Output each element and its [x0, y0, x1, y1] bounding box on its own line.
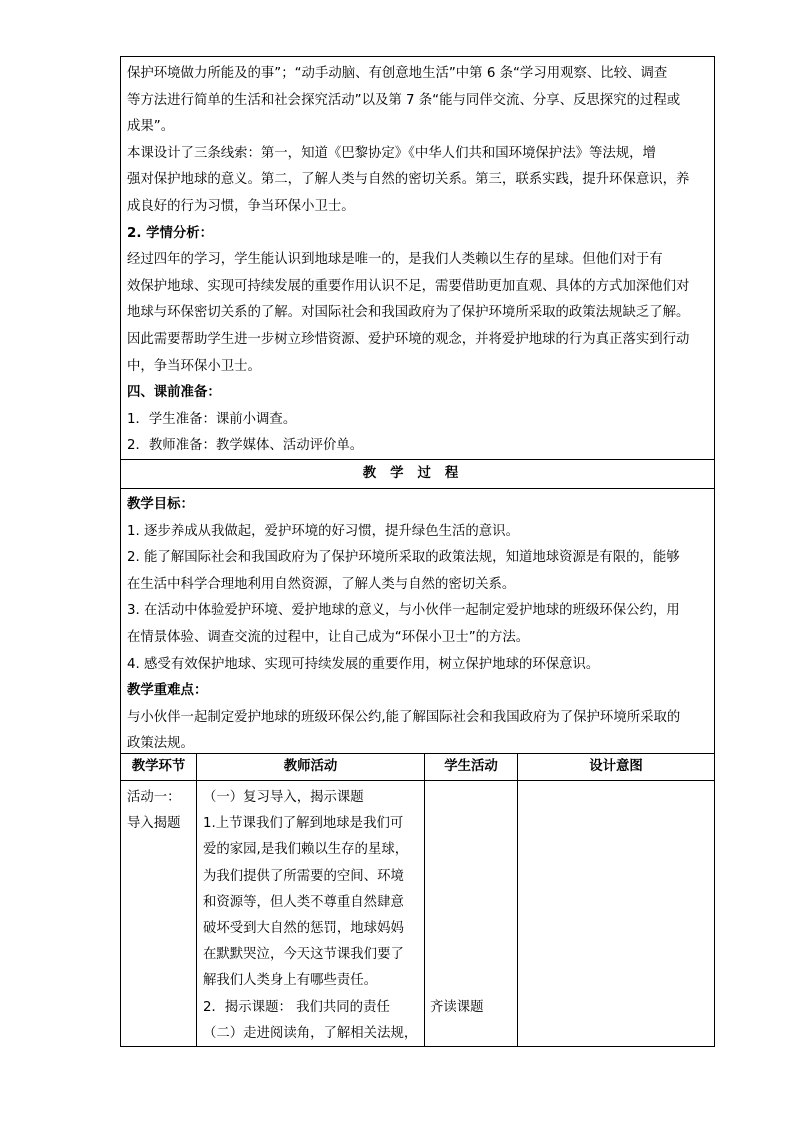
goal-line: 在情景体验、调查交流的过程中，让自己成为“环保小卫士”的方法。 — [127, 630, 530, 645]
header-student-activity: 学生活动 — [444, 759, 498, 774]
goal-line: 1. 逐步养成从我做起，爱护环境的好习惯，提升绿色生活的意识。 — [127, 523, 519, 539]
goal-line: 2. 能了解国际社会和我国政府为了保护环境所采取的政策法规，知道地球资源是有限的，能够 — [127, 550, 680, 566]
process-title: 教学过程 — [362, 466, 473, 481]
analysis-line: 效保护地球、实现可持续发展的重要作用认识不足，需要借助更加直观、具体的方式加深他们对 — [127, 278, 690, 294]
process-title-row — [121, 460, 714, 489]
analysis-line: 中，争当环保小卫士。 — [127, 358, 261, 374]
header-stage: 教学环节 — [131, 759, 186, 774]
lesson-plan-table — [120, 56, 715, 1047]
teacher-activity-line: 为我们提供了所需要的空间、环境 — [203, 868, 404, 884]
goal-line: 3. 在活动中体验爱护环境、爱护地球的意义，与小伙伴一起制定爱护地球的班级环保公约，用 — [127, 603, 680, 619]
teacher-activity-line: 爱的家园,是我们赖以生存的星球， — [203, 842, 409, 858]
teacher-activity-line: （二）走进阅读角，了解相关法规， — [203, 1025, 418, 1041]
intro-line: 等方法进行简单的生活和社会探究活动”以及第 7 条“能与同伴交流、分享、反思探究的过程或 — [127, 92, 681, 108]
analysis-heading: 2. 学情分析： — [127, 225, 214, 241]
teacher-activity-line: （一）复习导入，揭示课题 — [203, 790, 364, 805]
activity-table-body — [121, 781, 714, 1046]
student-activity-cell: 齐读课题 — [430, 1000, 484, 1015]
background-section — [121, 57, 714, 460]
keypoint-line: 与小伙伴一起制定爱护地球的班级环保公约,能了解国际社会和我国政府为了保护环境所采取的 — [127, 709, 681, 725]
keypoint-line: 政策法规。 — [127, 736, 194, 752]
prep-heading: 四、课前准备： — [127, 385, 221, 401]
goals-section — [121, 489, 714, 754]
intro-line: 本课设计了三条线索：第一，知道《巴黎协定》《中华人们共和国环境保护法》等法规，增 — [127, 145, 656, 161]
analysis-line: 地球与环保密切关系的了解。对国际社会和我国政府为了保护环境所采取的政策法规缺乏了解。 — [127, 305, 690, 321]
header-teacher-activity: 教师活动 — [283, 759, 338, 774]
stage-cell: 导入揭题 — [127, 816, 181, 832]
prep-item: 1．学生准备：课前小调查。 — [127, 411, 297, 427]
analysis-line: 经过四年的学习，学生能认识到地球是唯一的，是我们人类赖以生存的星球。但他们对于有 — [127, 252, 663, 268]
intro-line: 强对保护地球的意义。第二，了解人类与自然的密切关系。第三，联系实践，提升环保意识，养 — [127, 172, 690, 188]
intro-line: 保护环境做力所能及的事”；“动手动脑、有创意地生活”中第 6 条“学习用观察、比较、调查 — [127, 66, 668, 81]
teacher-activity-line: 和资源等，但人类不尊重自然肆意 — [203, 894, 404, 910]
teacher-activity-line: 在默默哭泣，今天这节课我们要了 — [203, 947, 404, 963]
header-design-intent: 设计意图 — [589, 759, 643, 774]
stage-cell: 活动一： — [127, 790, 181, 805]
prep-item: 2．教师准备：教学媒体、活动评价单。 — [127, 438, 364, 454]
teacher-activity-line: 解我们人类身上有哪些责任。 — [203, 973, 378, 989]
teacher-activity-line: 破坏受到大自然的惩罚，地球妈妈 — [203, 921, 404, 936]
keypoints-heading: 教学重难点： — [127, 683, 208, 699]
intro-line: 成良好的行为习惯，争当环保小卫士。 — [127, 199, 355, 214]
analysis-line: 因此需要帮助学生进一步树立珍惜资源、爱护环境的观念，并将爱护地球的行为真正落实到行动 — [127, 332, 690, 347]
intro-line: 成果”。 — [127, 119, 175, 135]
teacher-activity-line: 1.上节课我们了解到地球是我们可 — [203, 816, 404, 832]
activity-table-header — [121, 754, 714, 781]
goal-line: 4. 感受有效保护地球、实现可持续发展的重要作用，树立保护地球的环保意识。 — [127, 656, 600, 672]
goal-line: 在生活中科学合理地利用自然资源，了解人类与自然的密切关系。 — [127, 576, 516, 592]
goals-heading: 教学目标： — [127, 497, 194, 512]
teacher-activity-line: 2．揭示课题： 我们共同的责任 — [203, 999, 390, 1015]
